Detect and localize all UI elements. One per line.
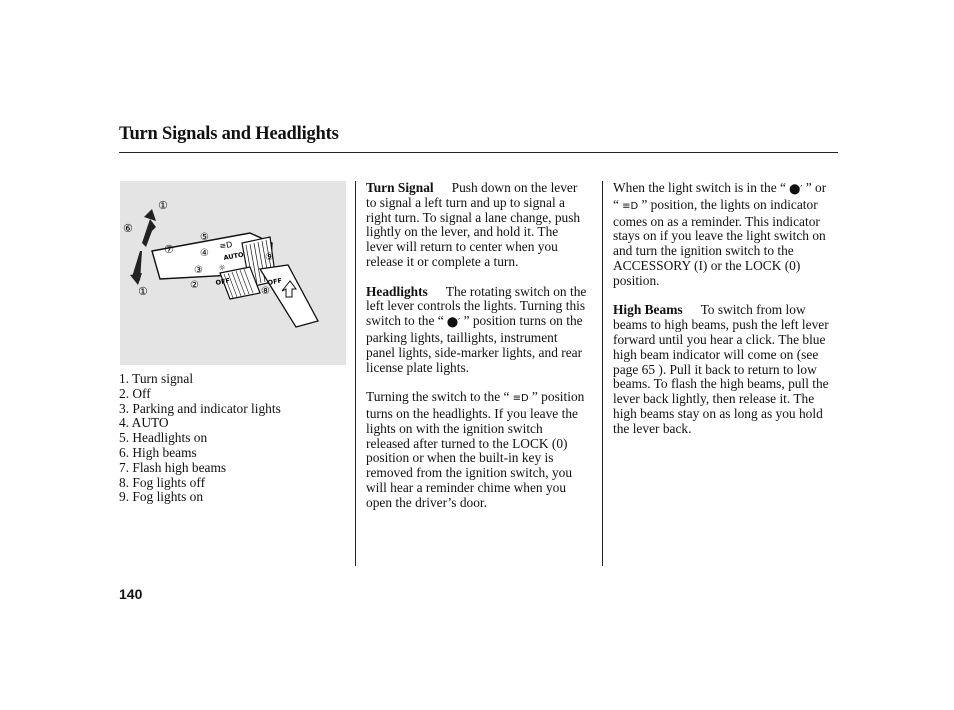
- page-number: 140: [119, 586, 143, 602]
- legend-item: 1. Turn signal: [119, 371, 194, 386]
- title-rule: [119, 152, 838, 153]
- lever-illustration: [120, 181, 346, 365]
- headlights-on-paragraph: Turning the switch to the “ ≡D ” position turns on the headlights. If you leave the lights on with the ignition switch released after turned to the LOCK (0) position or when the built-in key is removed from the ignition switch, you will hear a reminder chime when you open the driver’s door.: [366, 389, 585, 510]
- legend-item: 6. High beams: [119, 444, 197, 460]
- headlight-icon: ≡D: [509, 393, 532, 405]
- callout-9: ⑨: [265, 252, 274, 263]
- legend-item: 7. Flash high beams: [119, 459, 227, 475]
- column-divider: [355, 181, 356, 566]
- legend-item: 2. Off: [119, 385, 151, 401]
- turn-signal-heading: Turn Signal: [366, 180, 434, 195]
- headlight-icon: ≡D: [218, 239, 234, 251]
- callout-1-top: ①: [158, 199, 168, 212]
- headlight-icon: ≡D: [618, 200, 642, 212]
- turn-up-arrow: [142, 219, 156, 247]
- right-column: [613, 181, 835, 451]
- callout-4: ④: [200, 248, 209, 259]
- middle-column: [366, 181, 588, 525]
- figure-legend: [119, 372, 281, 505]
- off-label: OFF: [214, 276, 231, 287]
- column-divider: [602, 181, 603, 566]
- legend-item: 4. AUTO: [119, 415, 169, 431]
- headlights-heading: Headlights: [366, 283, 428, 299]
- callout-7: ⑦: [164, 243, 174, 256]
- callout-3: ③: [194, 265, 203, 276]
- callout-6: ⑥: [123, 222, 133, 235]
- callout-1-bottom: ①: [138, 285, 148, 298]
- legend-item: 9. Fog lights on: [119, 489, 204, 505]
- legend-item: 3. Parking and indicator lights: [119, 400, 281, 416]
- legend-item: 8. Fog lights off: [119, 474, 206, 490]
- page-title: Turn Signals and Headlights: [119, 124, 339, 144]
- parking-light-icon: ☼: [217, 262, 227, 273]
- fog-off-label: OFF: [266, 276, 283, 287]
- callout-8: ⑧: [261, 286, 270, 297]
- high-beams-paragraph: High Beams To switch from low beams to high beams, push the left lever forward until you hear a click. The blue high beam indicator will come on (see page 65 ). Pull it back to return to low beams. To flash the high beams, pull the lever back lightly, then release it. The high beams stay on as long as you hold the lever back.: [613, 302, 829, 436]
- parking-light-icon: ⬤′: [785, 184, 806, 195]
- headlights-paragraph: Headlights The rotating switch on the left lever controls the lights. Turning this switch to the “ ⬤′ ” position turns on the parking lights, taillights, instrument panel lights, side-marker lights, and rear license plate lights.: [366, 283, 587, 375]
- callout-2: ②: [190, 280, 199, 291]
- high-beams-heading: High Beams: [613, 302, 683, 318]
- lever-diagram: [120, 181, 346, 365]
- legend-item: 5. Headlights on: [119, 430, 208, 446]
- reminder-paragraph: When the light switch is in the “ ⬤′ ” or “ ≡D ” position, the lights on indicator comes on as a reminder. This indicator stays on if you leave the light switch on and turn the ignition switch to the ACCESSORY (I) or the LOCK (0) position.: [613, 180, 827, 288]
- auto-label: AUTO: [222, 250, 245, 262]
- turn-signal-paragraph: Turn Signal Push down on the lever to signal a left turn and up to signal a right turn. To signal a lane change, push lightly on the lever, and hold it. The lever will return to center when you release it or complete a turn.: [366, 180, 581, 269]
- parking-light-icon: ⬤′: [443, 317, 464, 329]
- callout-5: ⑤: [200, 232, 209, 243]
